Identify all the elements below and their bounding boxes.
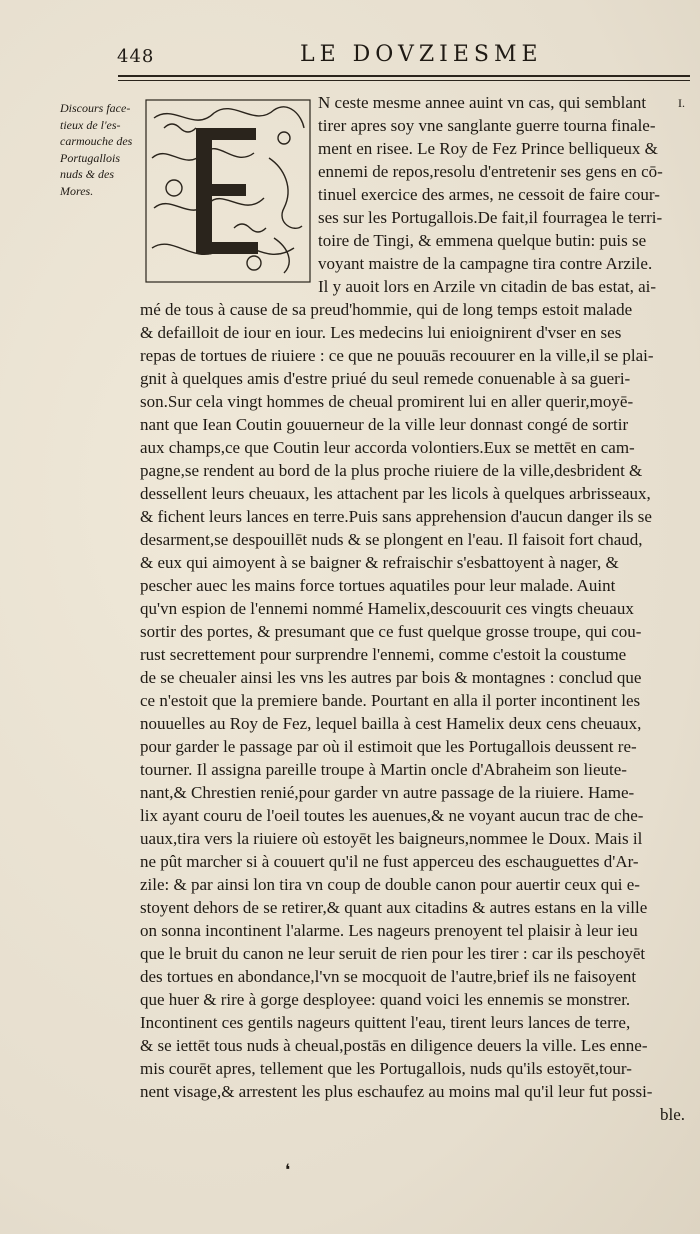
marginal-note-line: carmouche des — [60, 134, 133, 148]
text-line: nouuelles au Roy de Fez, lequel bailla à cest Hamelix deux cens cheuaux, — [140, 714, 642, 733]
marginal-note-line: Portugallois — [60, 150, 121, 165]
text-line: nant que Iean Coutin gouuerneur de la ville leur donnast congé de sortir — [140, 415, 629, 434]
running-head: LE DOVZIESME — [300, 42, 543, 67]
header-rule-thick — [118, 75, 690, 77]
marginal-note-line: tieux de l'es- — [60, 117, 121, 132]
text-line: desarment,se despouillēt nuds & se plongent en l'eau. Il faisoit fort chaud, — [140, 530, 643, 549]
text-line: repas de tortues de riuiere : ce que ne pouuās recouurer en la ville,il se plai- — [140, 346, 654, 365]
text-line: gnit à quelques amis d'estre priué du seul remede conuenable à sa gueri- — [140, 369, 631, 388]
text-line: dessellent leurs cheuaux, les attachent par les licols à quelques arbrisseaux, — [140, 484, 651, 503]
text-line: nent visage,& arrestent les plus eschaufez au moins mal qu'il leur fut possi- — [140, 1082, 653, 1101]
text-line: ne pût marcher si à couuert qu'il ne fust apperceu des eschauguettes d'Ar- — [140, 852, 639, 871]
text-line: que le bruit du canon ne leur seruit de rien pour les tirer : car ils peschoyēt — [140, 944, 646, 963]
text-line: ble. — [660, 1105, 686, 1124]
text-line: tirer apres soy vne sanglante guerre tourna finale- — [318, 116, 656, 135]
text-line: on sonna incontinent l'alarme. Les nageurs prenoyent tel plaisir à leur ieu — [140, 921, 638, 940]
text-line: de se cheualer ainsi les vns les autres par bois & montagnes : conclud que — [140, 668, 642, 687]
text-line: N ceste mesme annee auint vn cas, qui semblant — [318, 93, 647, 112]
text-line: pescher auec les mains force tortues aquatiles pour leur malade. Auint — [140, 576, 616, 595]
text-line: Il y auoit lors en Arzile vn citadin de bas estat, ai- — [318, 277, 657, 296]
text-line: ce n'estoit que la premiere bande. Pourtant en alla il porter incontinent les — [140, 691, 641, 710]
marginal-note-line: Mores. — [60, 183, 94, 198]
text-line: aux champs,ce que Coutin leur accorda volontiers.Eux se mettēt en cam- — [140, 438, 635, 457]
page-number: 448 — [117, 46, 155, 67]
text-line: uaux,tira vers la riuiere où estoyēt les baigneurs,nommee le Doux. Mais il — [140, 829, 643, 848]
text-line: ment en risee. Le Roy de Fez Prince belliqueux & — [318, 139, 658, 158]
text-line: toire de Tingi, & emmena quelque butin: puis se — [318, 231, 647, 250]
text-line: mis courēt apres, tellement que les Portugallois, nuds qu'ils estoyēt,tour- — [140, 1059, 632, 1078]
text-line: rust secrettement pour surprendre l'ennemi, comme c'estoit la coustume — [140, 645, 627, 664]
text-line: pagne,se rendent au bord de la plus proche riuiere de la ville,desbrident & — [140, 461, 643, 480]
header-rule-thin — [118, 80, 690, 81]
marginal-note — [60, 100, 140, 199]
footer-mark: ❛ — [285, 1160, 291, 1179]
text-line: des tortues en abondance,l'vn se mocquoit de l'autre,brief ils ne faisoyent — [140, 967, 637, 986]
marginal-note-line: nuds & des — [60, 167, 114, 181]
text-line: mé de tous à cause de sa preud'hommie, qui de long temps estoit malade — [140, 300, 633, 319]
text-line: zile: & par ainsi lon tira vn coup de double canon pour auertir ceux qui e- — [140, 875, 640, 894]
margin-marker: I. — [678, 96, 685, 110]
text-line: ses sur les Portugallois.De fait,il fourragea le terri- — [318, 208, 663, 227]
text-line: & eux qui aimoyent à se baigner & refraischir s'esbattoyent à nager, & — [140, 553, 619, 572]
text-line: que huer & rire à gorge desployee: quand voici les ennemis se monstrer. — [140, 990, 631, 1009]
text-line: voyant maistre de la campagne tira contre Arzile. — [318, 254, 653, 273]
text-line: & se iettēt tous nuds à cheual,postās en diligence deuers la ville. Les enne- — [140, 1036, 648, 1055]
text-line: tourner. Il assigna pareille troupe à Martin oncle d'Abraheim son lieute- — [140, 760, 627, 779]
text-line: & fichent leurs lances en terre.Puis sans apprehension d'aucun danger ils se — [140, 507, 652, 526]
decorated-initial-icon — [144, 98, 312, 284]
marginal-note-line: Discours face- — [60, 101, 131, 115]
text-line: stoyent dehors de se retirer,& quant aux citadins & autres estans en la ville — [140, 898, 648, 917]
text-line: nant,& Chrestien renié,pour garder vn autre passage de la riuiere. Hame- — [140, 783, 635, 802]
text-line: tinuel exercice des armes, ne cessoit de faire cour- — [318, 185, 660, 204]
text-line: lix ayant couru de l'oeil toutes les auenues,& ne voyant aucun trac de che- — [140, 806, 644, 825]
text-line: ennemi de repos,resolu d'entretenir ses gens en cō- — [318, 162, 663, 181]
text-line: Incontinent ces gentils nageurs quittent l'eau, tirent leurs lances de terre, — [140, 1013, 631, 1032]
text-line: qu'vn espion de l'ennemi nommé Hamelix,descouurit ces vingts cheuaux — [140, 599, 634, 618]
text-line: pour garder le passage par où il estimoit que les Portugallois deussent re- — [140, 737, 637, 756]
text-line: & defailloit de iour en iour. Les medecins lui enioignirent d'vser en ses — [140, 323, 622, 342]
text-line: sortir des portes, & presumant que ce fust quelque grosse troupe, qui cou- — [140, 622, 642, 641]
text-line: son.Sur cela vingt hommes de cheual promirent lui en aller querir,moyē- — [140, 392, 634, 411]
